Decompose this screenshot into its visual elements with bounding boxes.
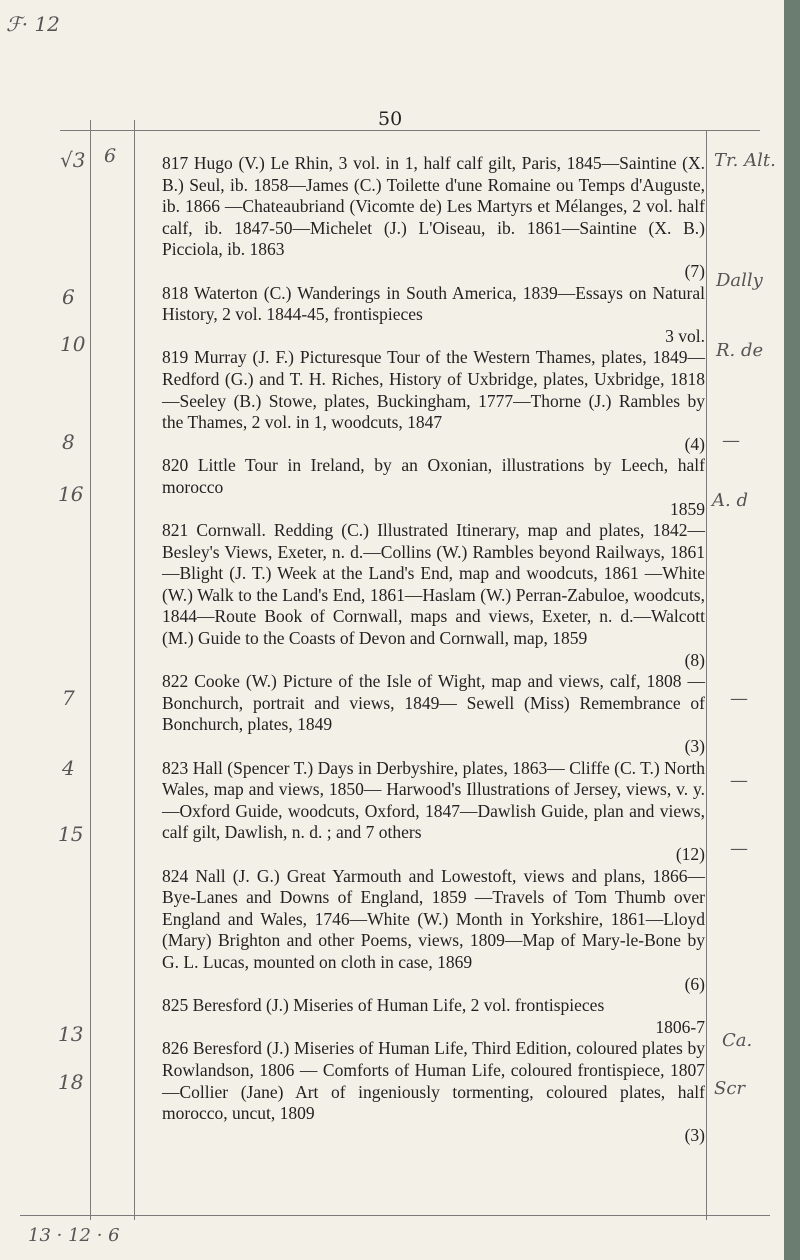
lot-number: 820 — [162, 455, 189, 476]
buyer-note-826: Scr — [714, 1078, 746, 1099]
lot-quantity: (3) — [684, 736, 705, 757]
price-817: √3 — [60, 148, 86, 172]
lot-description: Cornwall. Redding (C.) Illustrated Itinerary, map and plates, 1842—Besley's Views, Exeter, n. d.—Collins (W.) Rambles beyond Railways, 1861—Blight (J. T.) Week at the Land's End, map and woodcuts, 1861 —White (W.) Walk to the Land's End, 1861—Haslam (W.) Perran-Zabuloe, woodcuts, 1844—Route Book of Cornwall, maps and views, Exeter, n. d.—Walcott (M.) Guide to the Coasts of Devon and Cornwall, map, 1859 — [162, 520, 706, 649]
lot-entry-823 — [150, 758, 705, 866]
lot-number: 823 — [162, 757, 189, 778]
lot-entry-818 — [150, 283, 705, 348]
lot-quantity: (6) — [684, 973, 705, 994]
lot-list — [150, 153, 705, 1146]
buyer-note-820: — — [722, 430, 740, 451]
lot-description: Beresford (J.) Miseries of Human Life, Third Edition, coloured plates by Rowlandson, 1806 — Comforts of Human Life, coloured frontispiece, 1807—Collier (Jane) Art of ingeniously tormenting, coloured plates, half morocco, uncut, 1809 — [162, 1038, 706, 1124]
lot-number: 818 — [162, 282, 189, 303]
price-823: 4 — [62, 756, 75, 780]
price-818: 6 — [62, 285, 75, 309]
lot-number: 824 — [162, 865, 189, 886]
binding-edge — [784, 0, 800, 1260]
lot-description: Hugo (V.) Le Rhin, 3 vol. in 1, half calf gilt, Paris, 1845—Saintine (X. B.) Seul, ib. 1858—James (C.) Toilette d'une Romaine ou Temps d'Auguste, ib. 1866 —Chateaubriand (Vicomte de) Les Martyrs et Mélanges, 2 vol. half calf, ib. 1847-50—Michelet (J.) L'Oiseau, ib. 1861—Saintine (X. B.) Picciola, ib. 1863 — [162, 153, 705, 260]
lot-number: 817 — [162, 153, 189, 173]
qty-mark-817: 6 — [104, 145, 117, 167]
lot-description: Nall (J. G.) Great Yarmouth and Lowestoft, views and plans, 1866—Bye-Lanes and Downs of England, 1859 —Travels of Tom Thumb over England and Wales, 1746—White (W.) Month in Yorkshire, 1861—Lloyd (Mary) Brighton and other Poems, views, 1809—Map of Mary-le-Bone by G. L. Lucas, mounted on cloth in case, 1869 — [162, 865, 705, 972]
margin-rule-left-2 — [134, 120, 135, 1220]
lot-quantity: 1859 — [670, 498, 705, 519]
page-number: 50 — [378, 108, 403, 130]
lot-entry-821 — [150, 520, 705, 671]
price-825: 13 — [58, 1022, 84, 1046]
buyer-note-825: Ca. — [722, 1030, 753, 1051]
price-826: 18 — [58, 1070, 84, 1094]
lot-entry-824 — [150, 866, 705, 996]
lot-description: Beresford (J.) Miseries of Human Life, 2 vol. frontispieces — [192, 995, 605, 1016]
lot-entry-820 — [150, 455, 705, 520]
price-824: 15 — [58, 822, 84, 846]
lot-number: 819 — [162, 347, 189, 368]
lot-number: 821 — [162, 520, 189, 541]
lot-entry-819 — [150, 347, 705, 455]
lot-quantity: (7) — [684, 260, 705, 281]
lot-entry-825 — [150, 995, 705, 1038]
lot-description: Waterton (C.) Wanderings in South America, 1839—Essays on Natural History, 2 vol. 1844-45, frontispieces — [162, 282, 705, 325]
lot-entry-817 — [150, 153, 705, 283]
buyer-note-823: — — [730, 770, 748, 791]
lot-description: Hall (Spencer T.) Days in Derbyshire, plates, 1863— Cliffe (C. T.) North Wales, map and views, 1850— Harwood's Illustrations of Jersey, views, v. y.—Oxford Guide, woodcuts, Oxford, 1847—Dawlish Guide, plan and views, calf gilt, Dawlish, n. d. ; and 7 others — [162, 757, 706, 843]
buyer-note-824: — — [730, 838, 748, 859]
lot-description: Murray (J. F.) Picturesque Tour of the Western Thames, plates, 1849—Redford (G.) and T. H. Riches, History of Uxbridge, plates, Uxbridge, 1818—Seeley (B.) Stowe, plates, Buckingham, 1777—Thorne (J.) Rambles by the Thames, 2 vol. in 1, woodcuts, 1847 — [162, 347, 705, 433]
top-rule — [60, 130, 760, 131]
lot-quantity: (4) — [684, 433, 705, 454]
price-821: 16 — [58, 482, 84, 506]
lot-quantity: 1806-7 — [655, 1016, 705, 1037]
lot-quantity: (3) — [684, 1124, 705, 1145]
lot-quantity: 3 vol. — [665, 325, 705, 346]
margin-rule-right — [706, 130, 707, 1220]
lot-entry-826 — [150, 1038, 705, 1146]
margin-rule-left-1 — [90, 120, 91, 1220]
lot-description: Cooke (W.) Picture of the Isle of Wight, map and views, calf, 1808 — Bonchurch, portrait and views, 1849— Sewell (Miss) Remembrance of Bonchurch, plates, 1849 — [162, 671, 705, 735]
lot-entry-822 — [150, 671, 705, 757]
lot-number: 826 — [162, 1038, 189, 1059]
corner-handwritten-note: ℱ· 12 — [6, 12, 60, 36]
price-819: 10 — [60, 332, 86, 356]
bottom-rule — [20, 1215, 770, 1216]
lot-quantity: (12) — [675, 844, 705, 864]
price-822: 7 — [62, 686, 75, 710]
lot-quantity: (8) — [684, 649, 705, 670]
lot-description: Little Tour in Ireland, by an Oxonian, illustrations by Leech, half morocco — [162, 455, 705, 497]
buyer-note-818: Dally — [716, 270, 763, 291]
buyer-note-819: R. de — [716, 340, 764, 361]
buyer-note-817: Tr. Alt. — [714, 150, 776, 171]
footer-handwritten-note: 13 · 12 · 6 — [28, 1225, 120, 1246]
buyer-note-822: — — [730, 688, 748, 709]
lot-number: 825 — [162, 995, 189, 1016]
lot-number: 822 — [162, 671, 189, 692]
price-820: 8 — [62, 430, 75, 454]
buyer-note-821: A. d — [712, 490, 748, 511]
